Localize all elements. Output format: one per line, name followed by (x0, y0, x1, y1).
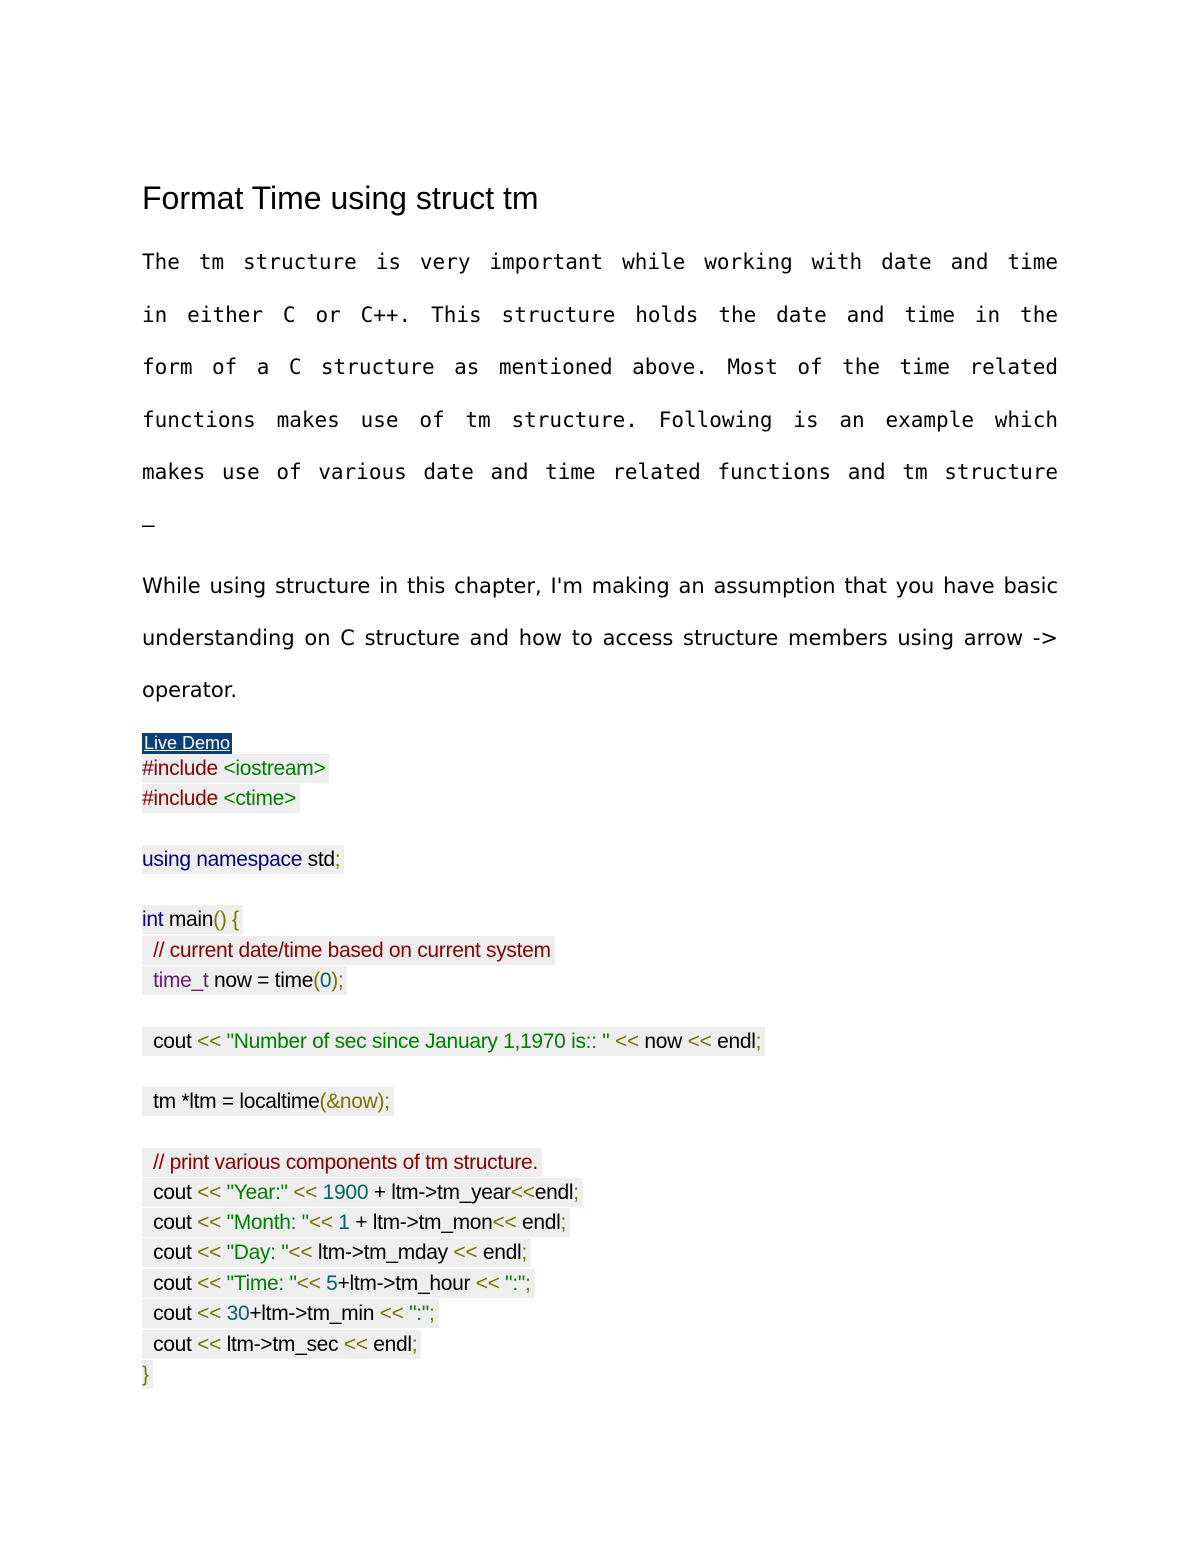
intro-paragraph (142, 236, 1058, 551)
page-title: Format Time using struct tm (142, 180, 539, 216)
assumption-line: While using structure in this chapter, I'm making an assumption that you have basic (142, 574, 1058, 598)
code-line: // print various components of tm structure. (142, 1148, 542, 1177)
code-line: cout << "Number of sec since January 1,1970 is:: " << now << endl; (142, 1027, 765, 1056)
code-line: cout << 30+ltm->tm_min << ":"; (142, 1299, 439, 1328)
code-line: tm *ltm = localtime(&now); (142, 1087, 394, 1116)
intro-line: – (142, 512, 155, 537)
assumption-line: understanding on C structure and how to access structure members using arrow -> (142, 626, 1058, 650)
code-line: cout << "Month: "<< 1 + ltm->tm_mon<< endl; (142, 1208, 570, 1237)
code-line: time_t now = time(0); (142, 966, 347, 995)
code-line: using namespace std; (142, 845, 344, 874)
code-line: #include <ctime> (142, 784, 300, 813)
code-line: } (142, 1360, 153, 1389)
intro-line: form of a C structure as mentioned above. Most of the time related (142, 355, 1058, 379)
intro-line: The tm structure is very important while working with date and time (142, 250, 1058, 274)
intro-line: functions makes use of tm structure. Following is an example which (142, 407, 1058, 432)
intro-line: makes use of various date and time related functions and tm structure (142, 460, 1058, 484)
code-line: // current date/time based on current system (142, 936, 555, 965)
code-line: cout << "Day: "<< ltm->tm_mday << endl; (142, 1238, 531, 1267)
live-demo-link[interactable]: Live Demo (144, 733, 231, 753)
code-line: #include <iostream> (142, 754, 329, 783)
code-line: int main() { (142, 905, 243, 934)
code-line: cout << ltm->tm_sec << endl; (142, 1330, 421, 1359)
code-line: cout << "Year:" << 1900 + ltm->tm_year<<endl; (142, 1178, 583, 1207)
assumption-paragraph (142, 560, 1058, 716)
assumption-line: operator. (142, 678, 238, 702)
code-line: cout << "Time: "<< 5+ltm->tm_hour << ":"; (142, 1269, 535, 1298)
intro-line: in either C or C++. This structure holds the date and time in the (142, 302, 1058, 327)
